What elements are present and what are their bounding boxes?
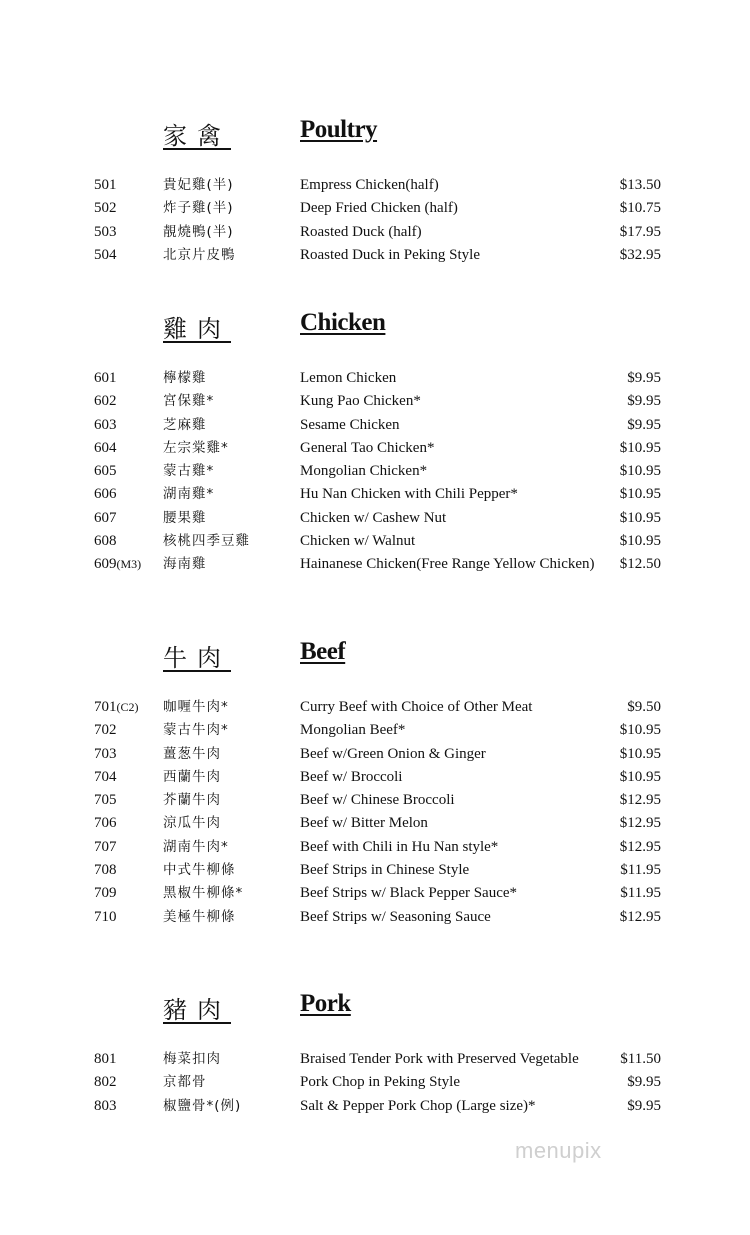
section-poultry <box>0 116 750 263</box>
item-price: $10.95 <box>619 509 661 526</box>
item-number: 606 <box>94 486 117 503</box>
menu-item <box>0 1095 750 1118</box>
item-chinese-name: 北京片皮鴨 <box>163 246 236 263</box>
menu-item <box>0 460 750 483</box>
item-chinese-name: 西蘭牛肉 <box>163 768 221 785</box>
item-chinese-name: 梅菜扣肉 <box>163 1051 221 1067</box>
item-english-name: Salt & Pepper Pork Chop (Large size)* <box>300 1097 536 1114</box>
item-number: 503 <box>94 223 117 240</box>
item-english-name: Chicken w/ Walnut <box>300 533 416 550</box>
item-price: $10.95 <box>619 722 661 739</box>
item-english-name: Chicken w/ Cashew Nut <box>300 509 447 526</box>
menu-list <box>0 174 750 267</box>
item-number: 703 <box>94 745 117 762</box>
item-number: 705 <box>94 792 117 809</box>
section-header <box>0 309 750 349</box>
item-english-name: Beef with Chili in Hu Nan style* <box>300 838 499 855</box>
item-chinese-name: 黑椒牛柳條* <box>163 885 244 902</box>
item-english-name: Lemon Chicken <box>300 370 397 386</box>
menu-item <box>0 174 750 197</box>
item-chinese-name: 京都骨 <box>163 1074 207 1091</box>
menu-list <box>0 367 750 577</box>
menu-item <box>0 414 750 437</box>
section-title-english: Pork <box>300 990 351 1017</box>
item-number: 602 <box>94 393 117 410</box>
item-price: $9.95 <box>627 1097 661 1114</box>
item-chinese-name: 中式牛柳條 <box>163 862 236 879</box>
section-title-chinese: 牛肉 <box>163 644 231 672</box>
item-english-name: Mongolian Chicken* <box>300 463 428 480</box>
item-number: 702 <box>94 722 117 739</box>
item-price: $12.95 <box>619 908 661 925</box>
item-number: 707 <box>94 838 117 855</box>
item-chinese-name: 湖南雞* <box>163 486 215 503</box>
menu-list <box>0 1048 750 1118</box>
menu-item <box>0 882 750 905</box>
item-price: $10.95 <box>619 486 661 503</box>
item-chinese-name: 檸檬雞 <box>163 370 207 386</box>
item-english-name: Hu Nan Chicken with Chili Pepper* <box>300 486 518 503</box>
item-english-name: Roasted Duck (half) <box>300 223 422 240</box>
item-english-name: Beef Strips in Chinese Style <box>300 862 470 879</box>
item-price: $11.95 <box>620 885 661 902</box>
item-chinese-name: 核桃四季豆雞 <box>163 533 250 550</box>
section-title-chinese: 雞肉 <box>163 315 231 343</box>
item-english-name: Roasted Duck in Peking Style <box>300 246 480 263</box>
menu-item <box>0 483 750 506</box>
item-price: $12.95 <box>619 815 661 832</box>
menu-item <box>0 859 750 882</box>
menu-item <box>0 221 750 244</box>
item-english-name: Curry Beef with Choice of Other Meat <box>300 699 533 715</box>
menu-item <box>0 197 750 220</box>
section-header <box>0 116 750 156</box>
item-number: 704 <box>94 768 117 785</box>
item-chinese-name: 椒鹽骨*(例) <box>163 1097 242 1114</box>
section-pork <box>0 990 750 1114</box>
section-title-english: Beef <box>300 638 346 665</box>
section-header <box>0 990 750 1030</box>
item-price: $9.95 <box>627 416 661 433</box>
item-price: $10.95 <box>619 439 661 456</box>
item-number: 801 <box>94 1051 117 1067</box>
item-english-name: Pork Chop in Peking Style <box>300 1074 461 1091</box>
item-number: 504 <box>94 246 117 263</box>
item-chinese-name: 宮保雞* <box>163 393 215 410</box>
item-price: $12.95 <box>619 792 661 809</box>
watermark: menupix <box>515 1138 602 1163</box>
item-english-name: Beef w/ Chinese Broccoli <box>300 792 455 809</box>
item-english-name: Beef w/ Broccoli <box>300 768 403 785</box>
item-chinese-name: 咖喱牛肉* <box>163 699 229 715</box>
item-price: $10.95 <box>619 463 661 480</box>
menu-item <box>0 437 750 460</box>
item-english-name: Beef w/Green Onion & Ginger <box>300 745 486 762</box>
item-chinese-name: 蒙古牛肉* <box>163 722 229 739</box>
item-number: 710 <box>94 908 117 925</box>
item-price: $12.50 <box>619 556 661 573</box>
item-english-name: Mongolian Beef* <box>300 722 406 739</box>
menu-item <box>0 812 750 835</box>
item-price: $12.95 <box>619 838 661 855</box>
menu-item <box>0 1071 750 1094</box>
section-chicken <box>0 309 750 573</box>
item-chinese-name: 貴妃雞(半) <box>163 177 234 193</box>
menu-item <box>0 789 750 812</box>
item-number: 709 <box>94 885 117 902</box>
item-price: $32.95 <box>619 246 661 263</box>
item-number: 502 <box>94 200 117 217</box>
item-chinese-name: 芝麻雞 <box>163 416 207 433</box>
menu-item <box>0 390 750 413</box>
item-number: 706 <box>94 815 117 832</box>
item-number: 609(M3) <box>94 556 142 573</box>
menu-item <box>0 553 750 576</box>
item-english-name: Kung Pao Chicken* <box>300 393 421 410</box>
item-number: 708 <box>94 862 117 879</box>
section-title-chinese: 豬肉 <box>163 996 231 1024</box>
item-english-name: General Tao Chicken* <box>300 439 435 456</box>
item-number: 501 <box>94 177 117 193</box>
menu-item <box>0 530 750 553</box>
item-english-name: Beef Strips w/ Black Pepper Sauce* <box>300 885 518 902</box>
item-number: 607 <box>94 509 117 526</box>
item-english-name: Beef Strips w/ Seasoning Sauce <box>300 908 491 925</box>
item-number: 802 <box>94 1074 117 1091</box>
menu-item <box>0 507 750 530</box>
item-chinese-name: 芥蘭牛肉 <box>163 792 221 809</box>
item-chinese-name: 薑葱牛肉 <box>163 745 221 762</box>
item-chinese-name: 蒙古雞* <box>163 463 215 480</box>
item-english-name: Sesame Chicken <box>300 416 400 433</box>
item-price: $10.95 <box>619 768 661 785</box>
item-english-name: Braised Tender Pork with Preserved Vegetable <box>300 1051 579 1067</box>
menu-item <box>0 906 750 929</box>
item-price: $9.95 <box>627 370 661 386</box>
item-number: 604 <box>94 439 117 456</box>
section-title-english: Chicken <box>300 309 386 336</box>
item-price: $9.50 <box>627 699 661 715</box>
item-chinese-name: 靚燒鴨(半) <box>163 223 234 240</box>
menu-item <box>0 743 750 766</box>
menu-item <box>0 766 750 789</box>
item-price: $9.95 <box>627 393 661 410</box>
item-price: $9.95 <box>627 1074 661 1091</box>
item-number: 601 <box>94 370 117 386</box>
menu-item <box>0 244 750 267</box>
menu-list <box>0 696 750 929</box>
item-price: $10.95 <box>619 745 661 762</box>
item-number: 605 <box>94 463 117 480</box>
item-chinese-name: 美極牛柳條 <box>163 908 236 925</box>
item-chinese-name: 左宗棠雞* <box>163 439 229 456</box>
item-english-name: Deep Fried Chicken (half) <box>300 200 458 217</box>
menu-item <box>0 719 750 742</box>
item-price: $11.50 <box>620 1051 661 1067</box>
item-chinese-name: 湖南牛肉* <box>163 838 229 855</box>
item-price: $10.95 <box>619 533 661 550</box>
item-price: $17.95 <box>619 223 661 240</box>
menu-item <box>0 696 750 719</box>
item-english-name: Hainanese Chicken(Free Range Yellow Chicken) <box>300 556 595 573</box>
menu-item <box>0 1048 750 1071</box>
item-chinese-name: 海南雞 <box>163 556 207 573</box>
menu-item <box>0 367 750 390</box>
section-title-english: Poultry <box>300 116 378 143</box>
item-english-name: Beef w/ Bitter Melon <box>300 815 428 832</box>
section-header <box>0 638 750 678</box>
item-chinese-name: 涼瓜牛肉 <box>163 815 221 832</box>
item-chinese-name: 腰果雞 <box>163 509 207 526</box>
item-price: $13.50 <box>619 177 661 193</box>
item-number: 803 <box>94 1097 117 1114</box>
item-number: 603 <box>94 416 117 433</box>
item-number: 608 <box>94 533 117 550</box>
item-price: $10.75 <box>619 200 661 217</box>
menu-item <box>0 836 750 859</box>
section-title-chinese: 家禽 <box>163 122 231 150</box>
item-number: 701(C2) <box>94 699 139 715</box>
item-price: $11.95 <box>620 862 661 879</box>
item-chinese-name: 炸子雞(半) <box>163 200 234 217</box>
section-beef <box>0 638 750 925</box>
item-english-name: Empress Chicken(half) <box>300 177 439 193</box>
